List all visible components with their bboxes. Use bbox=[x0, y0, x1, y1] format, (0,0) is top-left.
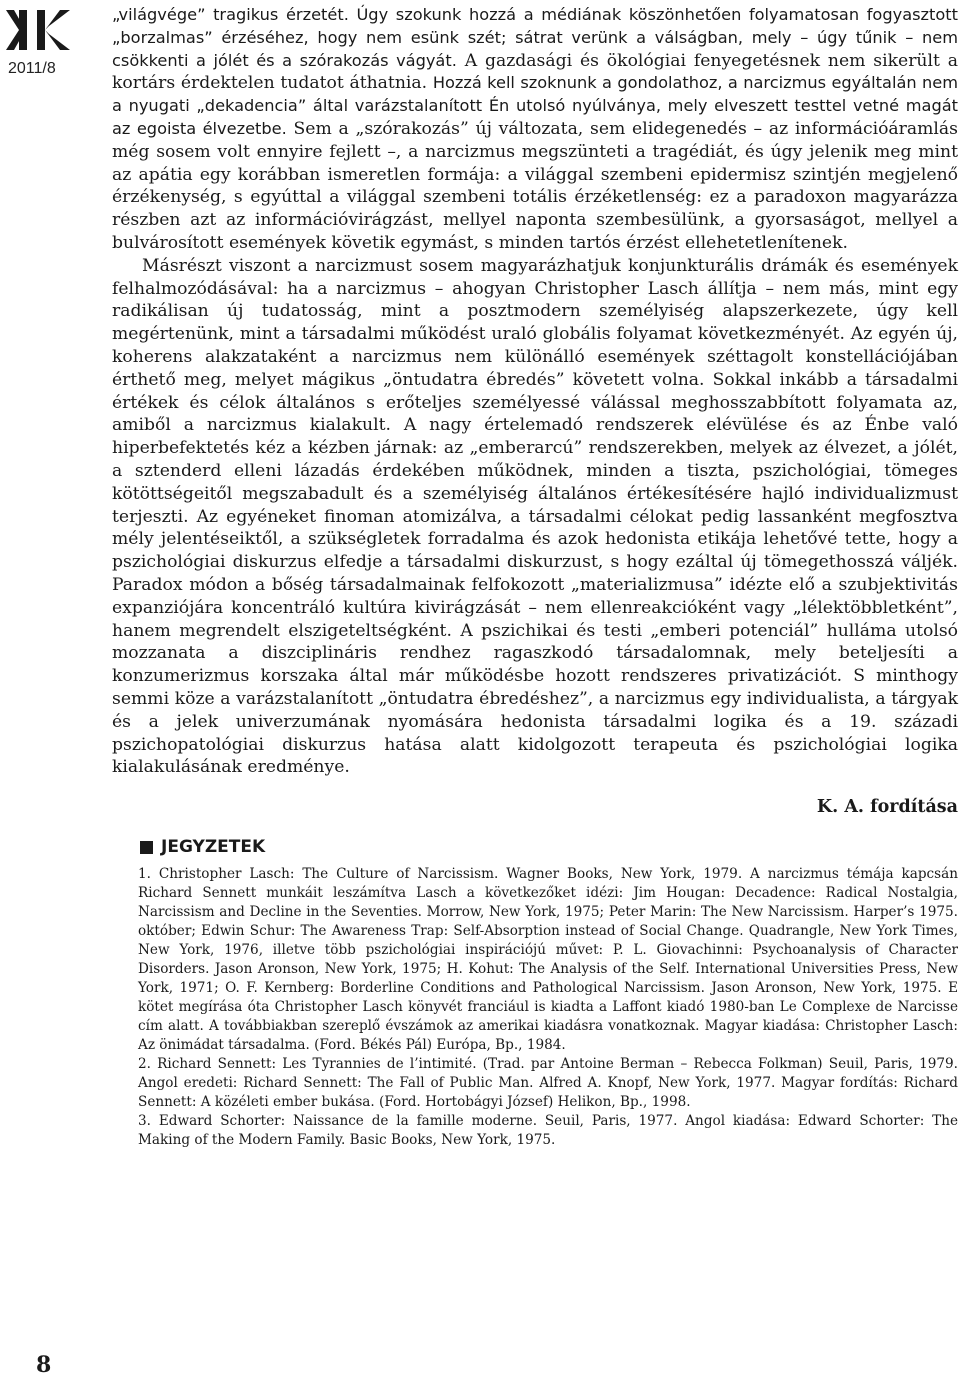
page-number: 8 bbox=[36, 1352, 52, 1378]
note-item: 2. Richard Sennett: Les Tyrannies de l’intimité. (Trad. par Antoine Berman – Rebecca Folkman) Seuil, Paris, 1979. Angol eredeti: Richard Sennett: The Fall of Public Man. Alfred A. Knopf, New York, 1977. Magyar fordítás: Richard Sennett: A közéleti ember bukása. (Ford. Hortobágyi József) Helikon, Bp., 1998. bbox=[138, 1056, 958, 1111]
note-item: 3. Edward Schorter: Naissance de la famille moderne. Seuil, Paris, 1977. Angol kiadása: Edward Schorter: The Making of the Modern Family. Basic Books, New York, 1975. bbox=[138, 1113, 958, 1149]
square-bullet-icon bbox=[140, 841, 153, 854]
article-content bbox=[112, 4, 958, 1150]
paragraph-1 bbox=[112, 4, 958, 255]
p1-sentence-1: „világvége” tragikus érzetét. Úgy szokunk hozzá a médiának köszönhetően folyamatosan fogyasztott „borzalmas” érzéséhez, hogy nem esünk szét; sátrat verünk a válságban, mely – úgy tűnik – nem csökkenti a jólét és a szórakozás vágyát. bbox=[112, 5, 958, 70]
notes-list bbox=[138, 865, 958, 1150]
margin-sidebar bbox=[0, 0, 100, 1382]
journal-logo-icon bbox=[4, 8, 74, 52]
p1-sentence-3: Hozzá kell szoknunk a gondolathoz, a narcizmus egyáltalán nem a nyugati „dekadencia” által varázstalanított Én utolsó nyúlványa, mely elveszett testtel vetné magát az egoista élvezetbe. bbox=[112, 73, 958, 138]
translator-signature: K. A. fordítása bbox=[816, 797, 958, 818]
issue-label: 2011/8 bbox=[8, 60, 56, 77]
notes-heading-label: JEGYZETEK bbox=[161, 837, 266, 858]
note-item: 1. Christopher Lasch: The Culture of Narcissism. Wagner Books, New York, 1979. A narcizmus témája kapcsán Richard Sennett munkáit leszámítva Lasch a következőket idézi: Jim Hougan: Decadence: Radical Nostalgia, Narcissism and Decline in the Seventies. Morrow, New York, 1975; Peter Marin: The New Narcissism. Harper’s 1975. október; Edwin Schur: The Awareness Trap: Self-Absorption instead of Social Change. Quadrangle, New York Times, New York, 1976, illetve több pszichológiai inspirációjú művet: P. L. Giovachinni: Psychoanalysis of Character Disorders. Jason Aronson, New York, 1975; H. Kohut: The Analysis of the Self. International Universities Press, New York, 1971; O. F. Kernberg: Borderline Conditions and Pathological Narcissism. Jason Aronson, New York, 1975. E kötet megírása óta Christopher Lasch könyvét franciául is kiadta a Laffont kiadó 1980-ban Le Complexe de Narcisse cím alatt. A továbbiakban szereplő évszámok az amerikai kiadásra vonatkoznak. Magyar kiadása: Christopher Lasch: Az önimádat társadalma. (Ford. Békés Pál) Európa, Bp., 1984. bbox=[138, 866, 958, 1054]
paragraph-2: Másrészt viszont a narcizmust sosem magyarázhatjuk konjunkturális drámák és események felhalmozódásával: ha a narcizmus – ahogyan Christopher Lasch állítja – nem más, mint egy radikálisan új tudatosság, mint a posztmodern személyiség alapszerkezete, úgy kell megértenünk, mint a társadalmi működést uraló globális folyamat következményét. Az egyén új, koherens alakzataként a narcizmus nem különálló események széttagolt konstellációjában érthető meg, melyet mágikus „öntudatra ébredés” követett volna. Sokkal inkább a társadalmi értékek és célok általános s erőteljes személyessé válással meghosszabbított folyamata az, amiből a narcizmus kialakult. A nagy értelemadó rendszerek elévülése és az Énbe való hiperbefektetés kéz a kézben járnak: az „emberarcú” rendszerekben, melyek az élvezet, a jólét, a sztenderd elleni lázadás érdekében működnek, minden a tiszta, pszichológiai, tömeges kötöttségeitől megszabadult és a személyiség általános értékesítésére hajló individualizmust terjeszti. Az egyéneket finoman atomizálva, a társadalmi célokat pedig lassanként megfosztva mély jelentéseiktől, a szükségletek forradalma és azok hedonista etikája lehetővé tette, hogy a pszichológiai diskurzus elfedje a társadalmi diskurzust, s hogy ezáltal új tömegethosszá váljék. Paradox módon a bőség társadalmainak felfokozott „materializmusa” idézte elő a szubjektivitás expanziójára koncentráló kultúra kivirágzását – nem ellenreakcióként vagy „lélektöbbletként”, hanem megrendelt elszigeteltségként. A pszichikai és testi „emberi potenciál” hulláma utolsó mozzanata a diszciplináris rendhez ragaszkodó társadalomnak, mely beteljesíti a konzumerizmus korszaka által már működésbe hozott rendszeres privatizációt. S minthogy semmi köze a varázstalanított „öntudatra ébredéshez”, a narcizmus egy individualista, a tárgyak és a jelek univerzumának nyomására hedonista társadalmi logika és a 19. századi pszichopatológiai diskurzus hatása alatt kidolgozott terapeuta és pszichológiai logika kialakulásának eredménye. bbox=[112, 255, 958, 778]
p1-sentence-2: A gazdasági és ökológiai fenyegetésnek nem sikerült a kortárs érdektelen tudatot áthatnia. bbox=[112, 50, 959, 94]
p1-sentence-4: Sem a „szórakozás” új változata, sem elidegenedés – az információáramlás még sosem volt ennyire fejlett –, a narcizmus megszünteti a tragédiát, és úgy jelenik meg mint az apátia egy korábban ismeretlen formája: a világgal szembeni epidermisz szintjén megjelenő érzékenység, s egyúttal a világgal szembeni totális érzéketlenség: ez a paradoxon magyarázza részben azt az információvirágzást, mellyel naponta szembesülünk, a gyorsaságot, mellyel a bulvárosított események követik egymást, s minden tartós érzést ellehetetlenítenek. bbox=[112, 118, 958, 253]
notes-heading bbox=[140, 837, 958, 857]
